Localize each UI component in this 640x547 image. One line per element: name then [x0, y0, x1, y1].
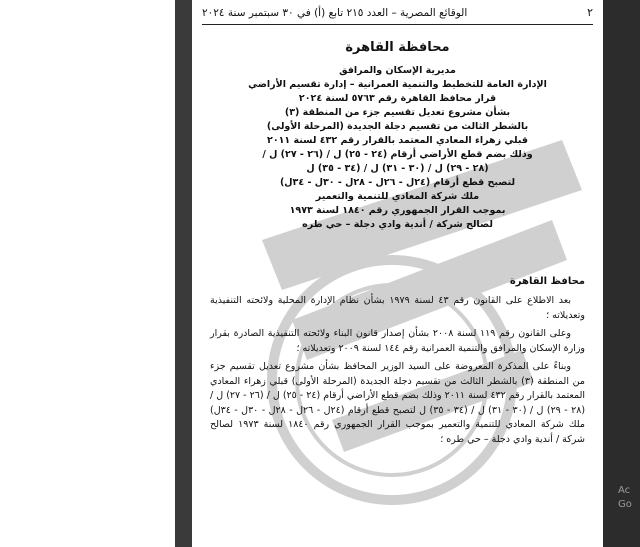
- decision-line: ملك شركة المعادي للتنمية والتعمير: [315, 191, 480, 202]
- decision-body: [210, 294, 585, 451]
- body-paragraph: وعلى القانون رقم ١١٩ لسنة ٢٠٠٨ بشأن إصدار قانون البناء ولائحته التنفيذية الصادرة بقرار وزارة الإسكان والمرافق والتنمية العمرانية رقم ١٤٤ لسنة ٢٠٠٩ وتعديلاته ؛: [210, 328, 585, 354]
- decision-line: بشأن مشروع تعديل تقسيم جزء من المنطقة (٣): [284, 107, 511, 118]
- decision-line: قبلي زهراء المعادي المعتمد بالقرار رقم ٤٣٢ لسنة ٢٠١١: [267, 135, 528, 146]
- decision-line: قرار محافظ القاهرة رقم ٥٧٦٣ لسنة ٢٠٢٤: [298, 93, 497, 104]
- decision-line: لتصبح قطع أرقام (٢٤ل - ٢٦ل - ٢٨ل - ٣٠ل - ٣٤ل): [279, 177, 516, 188]
- viewer-left-margin: [0, 0, 175, 547]
- running-header: [202, 6, 593, 20]
- decision-line: بالشطر الثالث من تقسيم دجلة الجديدة (المرحلة الأولى): [266, 121, 529, 132]
- body-paragraph: بعد الاطلاع على القانون رقم ٤٣ لسنة ١٩٧٩ بشأن نظام الإدارة المحلية ولائحته التنفيذية وتعديلاته ؛: [210, 295, 585, 321]
- decision-line: مديرية الإسكان والمرافق: [339, 65, 456, 76]
- decision-line: بموجب القرار الجمهوري رقم ١٨٤٠ لسنة ١٩٧٣: [289, 205, 506, 216]
- gazette-issue-line: الوقائع المصرية – العدد ٢١٥ تابع (أ) في ٣٠ سبتمبر سنة ٢٠٢٤: [202, 7, 468, 19]
- body-heading: محافظ القاهرة: [509, 276, 585, 287]
- decision-line: وذلك بضم قطع الأراضي أرقام (٢٤ - ٢٥) ل / (٢٦ - ٢٧) ل /: [262, 149, 533, 160]
- activation-watermark-text: [618, 484, 632, 512]
- decision-line: الإدارة العامة للتخطيط والتنمية العمرانية – إدارة تقسيم الأراضي: [248, 79, 547, 90]
- viewer-right-margin: [603, 0, 640, 547]
- decision-line: (٢٨ - ٢٩) ل / (٣٠ - ٣١) ل / (٣٤ - ٣٥) ل: [306, 163, 489, 174]
- body-paragraph: وبناءً على المذكرة المعروضة على السيد الوزير المحافظ بشأن مشروع تعديل تقسيم جزء من المنطقة (٣) بالشطر الثالث من تقسيم دجلة الجديدة (المرحلة الأولى) قبلي زهراء المعادي المعتمد بالقرار رقم ٤٣٢ لسنة ٢٠١١ وذلك بضم قطع الأراضي أرقام (٢٤ - ٢٥) ل / (٢٦ - ٢٧) ل / (٢٨ - ٢٩) ل / (٣٠ - ٣١) ل / (٣٤ - ٣٥) ل لتصبح قطع أرقام (٢٤ل - ٢٦ل - ٢٨ل - ٣٠ل - ٣٤ل) ملك شركة المعادي للتنمية والتعمير بموجب القرار الجمهوري رقم ١٨٤٠ لسنة ١٩٧٣ لصالح شركة / أندية وادي دجلة – حي طره ؛: [210, 361, 586, 445]
- header-rule: [202, 24, 593, 25]
- activation-line: Go: [618, 499, 632, 510]
- document-page: [192, 0, 603, 547]
- decision-line: لصالح شركة / أندية وادي دجلة – حي طره: [302, 219, 493, 230]
- activation-line: Ac: [618, 485, 631, 496]
- page-number: ٢: [587, 6, 593, 19]
- governorate-title: محافظة القاهرة: [345, 40, 450, 55]
- decision-header: [210, 64, 585, 232]
